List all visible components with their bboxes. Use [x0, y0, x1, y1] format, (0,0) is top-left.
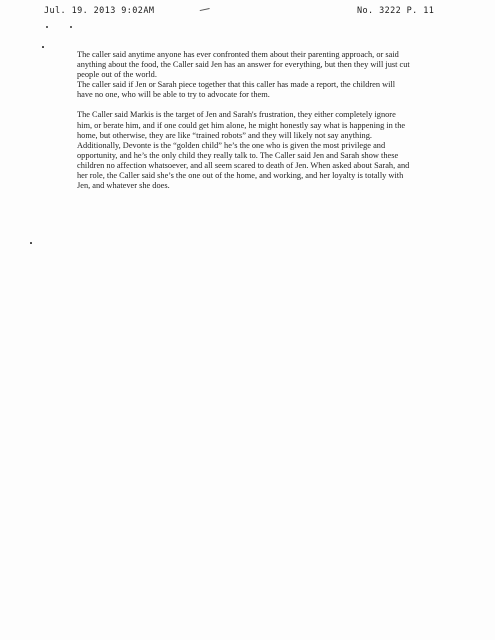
fax-date-time: Jul. 19. 2013 9:02AM [44, 6, 155, 16]
scan-speck [46, 26, 48, 28]
scan-speck [70, 26, 72, 28]
scan-speck [30, 242, 32, 244]
fax-page-number: No. 3222 P. 11 [357, 6, 435, 16]
fax-scan-mark [200, 8, 211, 14]
paragraph-confrontation: The caller said anytime anyone has ever confronted them about their parenting approach, or said anything about the food, the Caller said Jen has an answer for everything, but then they will just cut people out of the world. [77, 50, 410, 80]
paragraph-children-treatment: The Caller said Markis is the target of Jen and Sarah's frustration, they either completely ignore him, or berate him, and if one could get him alone, he might honestly say what is happening in the home, but otherwise, they are like “trained robots” and they will likely not say anything. Additionally, Devonte is the “golden child” he’s the one who is given the most privilege and opportunity, and he’s the only child they really talk to. The Caller said Jen and Sarah show these children no affection whatsoever, and all seem scared to death of Jen. When asked about Sarah, and her role, the Caller said she’s the one out of the home, and working, and her loyalty is totally with Jen, and whatever she does. [77, 110, 410, 191]
paragraph-report-concern: The caller said if Jen or Sarah piece together that this caller has made a report, the children will have no one, who will be able to try to advocate for them. [77, 80, 396, 100]
report-body [77, 50, 410, 191]
fax-header [0, 6, 495, 20]
scan-speck [42, 46, 44, 48]
